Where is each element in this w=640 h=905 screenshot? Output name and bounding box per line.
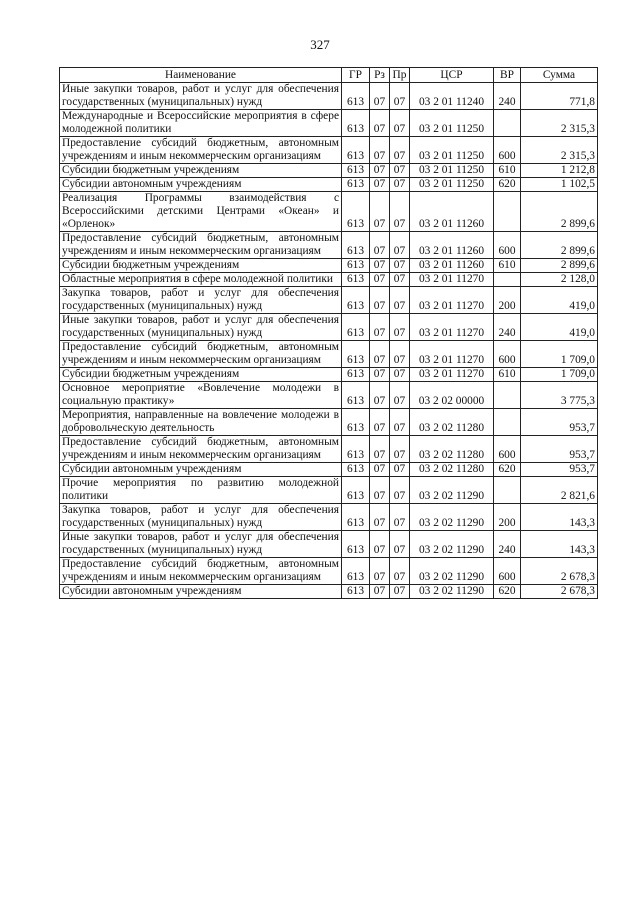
cell-rz: 07: [370, 164, 390, 178]
table-header-row: [60, 68, 598, 83]
table-row: [60, 273, 598, 287]
cell-sum: 2 315,3: [521, 110, 598, 137]
cell-vr: [494, 382, 521, 409]
cell-rz: 07: [370, 287, 390, 314]
table-row: [60, 178, 598, 192]
cell-gr: 613: [342, 409, 370, 436]
cell-csr: 03 2 02 11290: [410, 531, 494, 558]
cell-csr: 03 2 02 11290: [410, 477, 494, 504]
cell-name: Субсидии бюджетным учреждениям: [60, 259, 342, 273]
cell-pr: 07: [390, 110, 410, 137]
cell-rz: 07: [370, 368, 390, 382]
table-row: [60, 287, 598, 314]
cell-pr: 07: [390, 287, 410, 314]
cell-csr: 03 2 01 11250: [410, 178, 494, 192]
cell-name: Иные закупки товаров, работ и услуг для обеспечения государственных (муниципальных) нужд: [60, 531, 342, 558]
header-rz: Рз: [370, 68, 390, 83]
cell-csr: 03 2 01 11260: [410, 192, 494, 232]
cell-sum: 2 128,0: [521, 273, 598, 287]
cell-name: Основное мероприятие «Вовлечение молодежи в социальную практику»: [60, 382, 342, 409]
table-row: [60, 368, 598, 382]
cell-gr: 613: [342, 137, 370, 164]
cell-vr: 240: [494, 531, 521, 558]
cell-rz: 07: [370, 192, 390, 232]
cell-rz: 07: [370, 382, 390, 409]
cell-sum: 2 678,3: [521, 585, 598, 599]
cell-vr: [494, 409, 521, 436]
cell-sum: 2 821,6: [521, 477, 598, 504]
table-row: [60, 232, 598, 259]
cell-vr: 620: [494, 178, 521, 192]
cell-name: Областные мероприятия в сфере молодежной политики: [60, 273, 342, 287]
cell-gr: 613: [342, 232, 370, 259]
cell-vr: 600: [494, 558, 521, 585]
table-row: [60, 341, 598, 368]
cell-vr: 240: [494, 83, 521, 110]
cell-gr: 613: [342, 273, 370, 287]
cell-sum: 143,3: [521, 504, 598, 531]
cell-name: Субсидии бюджетным учреждениям: [60, 368, 342, 382]
cell-vr: [494, 110, 521, 137]
cell-sum: 2 899,6: [521, 232, 598, 259]
cell-rz: 07: [370, 232, 390, 259]
table-row: [60, 504, 598, 531]
cell-csr: 03 2 02 11280: [410, 409, 494, 436]
cell-pr: 07: [390, 463, 410, 477]
cell-name: Предоставление субсидий бюджетным, автономным учреждениям и иным некоммерческим организациям: [60, 137, 342, 164]
cell-rz: 07: [370, 259, 390, 273]
cell-name: Иные закупки товаров, работ и услуг для обеспечения государственных (муниципальных) нужд: [60, 314, 342, 341]
cell-csr: 03 2 02 11290: [410, 558, 494, 585]
cell-vr: 620: [494, 463, 521, 477]
cell-vr: [494, 477, 521, 504]
cell-csr: 03 2 01 11270: [410, 287, 494, 314]
cell-csr: 03 2 02 11290: [410, 585, 494, 599]
cell-sum: 953,7: [521, 463, 598, 477]
cell-gr: 613: [342, 382, 370, 409]
header-csr: ЦСР: [410, 68, 494, 83]
cell-rz: 07: [370, 463, 390, 477]
cell-vr: 610: [494, 259, 521, 273]
cell-rz: 07: [370, 273, 390, 287]
cell-pr: 07: [390, 314, 410, 341]
cell-pr: 07: [390, 558, 410, 585]
cell-sum: 1 709,0: [521, 368, 598, 382]
cell-vr: 620: [494, 585, 521, 599]
cell-rz: 07: [370, 504, 390, 531]
cell-csr: 03 2 01 11270: [410, 368, 494, 382]
cell-vr: 200: [494, 287, 521, 314]
cell-sum: 953,7: [521, 409, 598, 436]
cell-rz: 07: [370, 531, 390, 558]
cell-gr: 613: [342, 531, 370, 558]
cell-gr: 613: [342, 110, 370, 137]
table-row: [60, 259, 598, 273]
cell-csr: 03 2 01 11250: [410, 110, 494, 137]
cell-vr: 610: [494, 164, 521, 178]
cell-name: Субсидии автономным учреждениям: [60, 178, 342, 192]
cell-csr: 03 2 02 11290: [410, 504, 494, 531]
cell-csr: 03 2 01 11250: [410, 137, 494, 164]
cell-gr: 613: [342, 463, 370, 477]
cell-gr: 613: [342, 436, 370, 463]
cell-sum: 419,0: [521, 287, 598, 314]
cell-sum: 419,0: [521, 314, 598, 341]
cell-csr: 03 2 01 11260: [410, 259, 494, 273]
cell-name: Предоставление субсидий бюджетным, автономным учреждениям и иным некоммерческим организациям: [60, 232, 342, 259]
cell-gr: 613: [342, 477, 370, 504]
cell-sum: 1 709,0: [521, 341, 598, 368]
cell-gr: 613: [342, 504, 370, 531]
header-vr: ВР: [494, 68, 521, 83]
cell-vr: [494, 192, 521, 232]
cell-rz: 07: [370, 137, 390, 164]
cell-sum: 2 899,6: [521, 192, 598, 232]
cell-csr: 03 2 02 11280: [410, 463, 494, 477]
cell-gr: 613: [342, 368, 370, 382]
table-row: [60, 558, 598, 585]
cell-csr: 03 2 01 11270: [410, 273, 494, 287]
cell-sum: 953,7: [521, 436, 598, 463]
cell-gr: 613: [342, 259, 370, 273]
table-row: [60, 382, 598, 409]
cell-sum: 2 899,6: [521, 259, 598, 273]
cell-vr: 600: [494, 232, 521, 259]
header-gr: ГР: [342, 68, 370, 83]
cell-name: Иные закупки товаров, работ и услуг для обеспечения государственных (муниципальных) нужд: [60, 83, 342, 110]
cell-gr: 613: [342, 314, 370, 341]
cell-pr: 07: [390, 192, 410, 232]
cell-pr: 07: [390, 83, 410, 110]
header-name: Наименование: [60, 68, 342, 83]
cell-name: Мероприятия, направленные на вовлечение молодежи в добровольческую деятельность: [60, 409, 342, 436]
cell-sum: 1 212,8: [521, 164, 598, 178]
cell-rz: 07: [370, 409, 390, 436]
cell-name: Субсидии автономным учреждениям: [60, 585, 342, 599]
cell-name: Прочие мероприятия по развитию молодежной политики: [60, 477, 342, 504]
cell-csr: 03 2 01 11250: [410, 164, 494, 178]
cell-gr: 613: [342, 164, 370, 178]
cell-vr: 600: [494, 137, 521, 164]
table-row: [60, 531, 598, 558]
budget-table: [59, 67, 598, 599]
cell-name: Предоставление субсидий бюджетным, автономным учреждениям и иным некоммерческим организациям: [60, 436, 342, 463]
cell-vr: 200: [494, 504, 521, 531]
cell-pr: 07: [390, 531, 410, 558]
cell-vr: 240: [494, 314, 521, 341]
cell-pr: 07: [390, 409, 410, 436]
cell-csr: 03 2 02 11280: [410, 436, 494, 463]
cell-pr: 07: [390, 585, 410, 599]
table-row: [60, 192, 598, 232]
cell-pr: 07: [390, 273, 410, 287]
cell-pr: 07: [390, 164, 410, 178]
table-row: [60, 83, 598, 110]
cell-rz: 07: [370, 585, 390, 599]
cell-vr: 600: [494, 436, 521, 463]
cell-rz: 07: [370, 110, 390, 137]
cell-sum: 3 775,3: [521, 382, 598, 409]
cell-sum: 143,3: [521, 531, 598, 558]
cell-pr: 07: [390, 382, 410, 409]
cell-sum: 1 102,5: [521, 178, 598, 192]
cell-rz: 07: [370, 477, 390, 504]
cell-name: Закупка товаров, работ и услуг для обеспечения государственных (муниципальных) нужд: [60, 287, 342, 314]
cell-name: Предоставление субсидий бюджетным, автономным учреждениям и иным некоммерческим организациям: [60, 558, 342, 585]
cell-gr: 613: [342, 192, 370, 232]
header-sum: Сумма: [521, 68, 598, 83]
table-row: [60, 409, 598, 436]
page-number: 327: [310, 37, 330, 52]
cell-csr: 03 2 01 11260: [410, 232, 494, 259]
cell-rz: 07: [370, 83, 390, 110]
cell-gr: 613: [342, 83, 370, 110]
table-row: [60, 463, 598, 477]
cell-pr: 07: [390, 368, 410, 382]
cell-sum: 2 315,3: [521, 137, 598, 164]
cell-pr: 07: [390, 504, 410, 531]
cell-sum: 2 678,3: [521, 558, 598, 585]
cell-name: Реализация Программы взаимодействия с Всероссийскими детскими Центрами «Океан» и «Орленок»: [60, 192, 342, 232]
cell-name: Субсидии бюджетным учреждениям: [60, 164, 342, 178]
table-row: [60, 164, 598, 178]
cell-csr: 03 2 01 11270: [410, 341, 494, 368]
cell-sum: 771,8: [521, 83, 598, 110]
header-pr: Пр: [390, 68, 410, 83]
table-row: [60, 477, 598, 504]
cell-name: Субсидии автономным учреждениям: [60, 463, 342, 477]
cell-name: Закупка товаров, работ и услуг для обеспечения государственных (муниципальных) нужд: [60, 504, 342, 531]
cell-gr: 613: [342, 287, 370, 314]
cell-gr: 613: [342, 341, 370, 368]
cell-gr: 613: [342, 178, 370, 192]
cell-pr: 07: [390, 137, 410, 164]
cell-pr: 07: [390, 178, 410, 192]
cell-pr: 07: [390, 436, 410, 463]
cell-vr: 600: [494, 341, 521, 368]
cell-csr: 03 2 02 00000: [410, 382, 494, 409]
table-row: [60, 585, 598, 599]
cell-rz: 07: [370, 558, 390, 585]
cell-rz: 07: [370, 178, 390, 192]
table-body: [60, 83, 598, 599]
cell-pr: 07: [390, 341, 410, 368]
cell-pr: 07: [390, 259, 410, 273]
cell-vr: 610: [494, 368, 521, 382]
cell-csr: 03 2 01 11240: [410, 83, 494, 110]
cell-name: Предоставление субсидий бюджетным, автономным учреждениям и иным некоммерческим организациям: [60, 341, 342, 368]
cell-rz: 07: [370, 314, 390, 341]
cell-vr: [494, 273, 521, 287]
table-row: [60, 110, 598, 137]
cell-csr: 03 2 01 11270: [410, 314, 494, 341]
cell-gr: 613: [342, 585, 370, 599]
cell-rz: 07: [370, 436, 390, 463]
table-row: [60, 314, 598, 341]
cell-pr: 07: [390, 232, 410, 259]
table-row: [60, 436, 598, 463]
cell-pr: 07: [390, 477, 410, 504]
cell-name: Международные и Всероссийские мероприятия в сфере молодежной политики: [60, 110, 342, 137]
table-row: [60, 137, 598, 164]
cell-gr: 613: [342, 558, 370, 585]
cell-rz: 07: [370, 341, 390, 368]
